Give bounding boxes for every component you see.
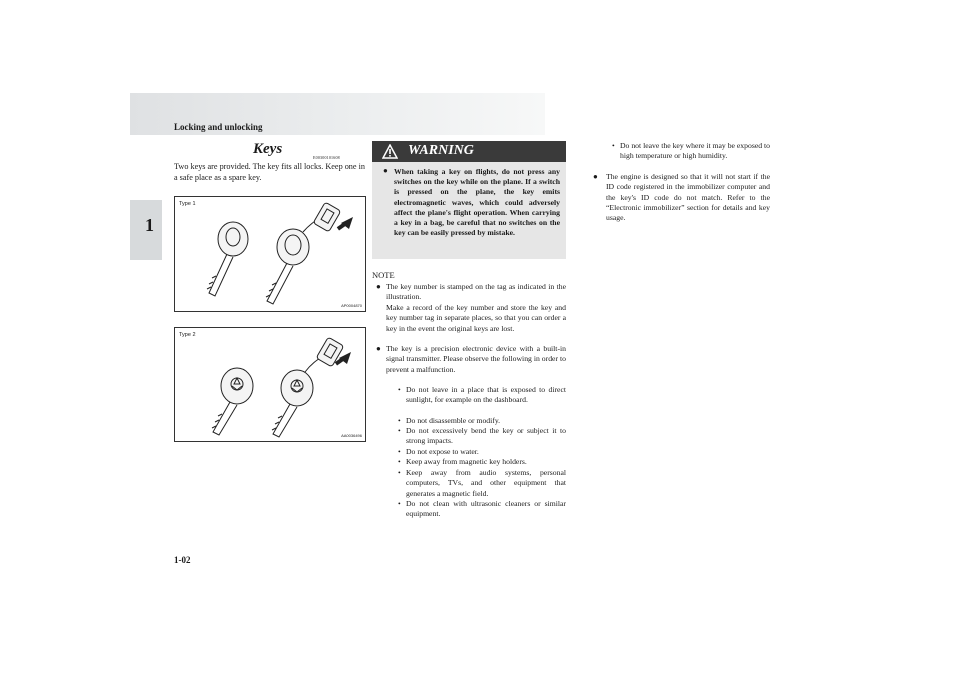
doc-code: E00300101608 bbox=[313, 155, 340, 160]
keys-intro: Two keys are provided. The key fits all locks. Keep one in a safe place as a spare key. bbox=[174, 162, 365, 182]
sub-bullet-icon: • bbox=[398, 457, 401, 466]
sub-bullet-icon: • bbox=[398, 426, 401, 435]
warning-triangle-icon bbox=[382, 144, 398, 159]
figure-code: AA0036496 bbox=[341, 433, 362, 438]
bullet-icon: ● bbox=[383, 166, 388, 175]
figure-type-1 bbox=[174, 196, 366, 312]
note-sub-item: Do not expose to water. bbox=[406, 447, 479, 456]
sub-bullet-icon: • bbox=[398, 468, 401, 477]
note-sub-item: Do not leave in a place that is exposed to direct sunlight, for example on the dashboard. bbox=[406, 385, 566, 405]
note-sub-item-continued: Do not leave the key where it may be exposed to high temperature or high humidity. bbox=[620, 141, 770, 161]
chapter-number: 1 bbox=[145, 215, 154, 235]
warning-box bbox=[372, 141, 566, 259]
note-bullet-1: The key number is stamped on the tag as indicated in the illustration. bbox=[386, 282, 566, 302]
figure-label: Type 2 bbox=[179, 332, 196, 338]
section-title: Locking and unlocking bbox=[174, 122, 263, 132]
sub-bullet-icon: • bbox=[398, 499, 401, 508]
warning-text: When taking a key on flights, do not press any switches on the key while on the plane. If a switch is pressed on the plane, the key emits electromagnetic waves, which could adversely affect the plane's flight operation. When carrying a key in a bag, be careful that no switches on the key can be easily pressed by mistake. bbox=[394, 167, 560, 238]
bullet-icon: ● bbox=[376, 282, 381, 291]
sub-bullet-icon: • bbox=[612, 141, 615, 150]
figure-code: AP0004870 bbox=[341, 303, 362, 308]
sub-bullet-icon: • bbox=[398, 385, 401, 394]
note-sub-item: Do not disassemble or modify. bbox=[406, 416, 501, 425]
bullet-icon: ● bbox=[376, 344, 381, 353]
note-bullet-3: The engine is designed so that it will not start if the ID code registered in the immobilizer computer and the key's ID code do not match. Refer to the “Electronic immobilizer” section for details and key usage. bbox=[606, 172, 770, 223]
key-illustration-type-2 bbox=[175, 328, 365, 441]
note-sub-item: Keep away from audio systems, personal computers, TVs, and other equipment that generates a magnetic field. bbox=[406, 468, 566, 498]
note-sub-item: Do not clean with ultrasonic cleaners or similar equipment. bbox=[406, 499, 566, 519]
sub-bullet-icon: • bbox=[398, 416, 401, 425]
note-bullet-1-continued: Make a record of the key number and store the key and key number tag in separate places, so that you can order a key in the event the original keys are lost. bbox=[386, 303, 566, 333]
bullet-icon: ● bbox=[593, 172, 598, 181]
warning-title: WARNING bbox=[408, 143, 474, 158]
note-sub-item: Do not excessively bend the key or subject it to strong impacts. bbox=[406, 426, 566, 446]
note-sub-item: Keep away from magnetic key holders. bbox=[406, 457, 527, 466]
key-illustration-type-1 bbox=[175, 197, 365, 311]
note-label: NOTE bbox=[372, 270, 395, 280]
figure-type-2 bbox=[174, 327, 366, 442]
warning-bar bbox=[372, 141, 566, 162]
note-bullet-2: The key is a precision electronic device with a built-in signal transmitter. Please observe the following in order to prevent a malfunction. bbox=[386, 344, 566, 374]
keys-heading: Keys bbox=[253, 141, 283, 157]
figure-label: Type 1 bbox=[179, 201, 196, 207]
page-number: 1-02 bbox=[174, 555, 191, 565]
sub-bullet-icon: • bbox=[398, 447, 401, 456]
